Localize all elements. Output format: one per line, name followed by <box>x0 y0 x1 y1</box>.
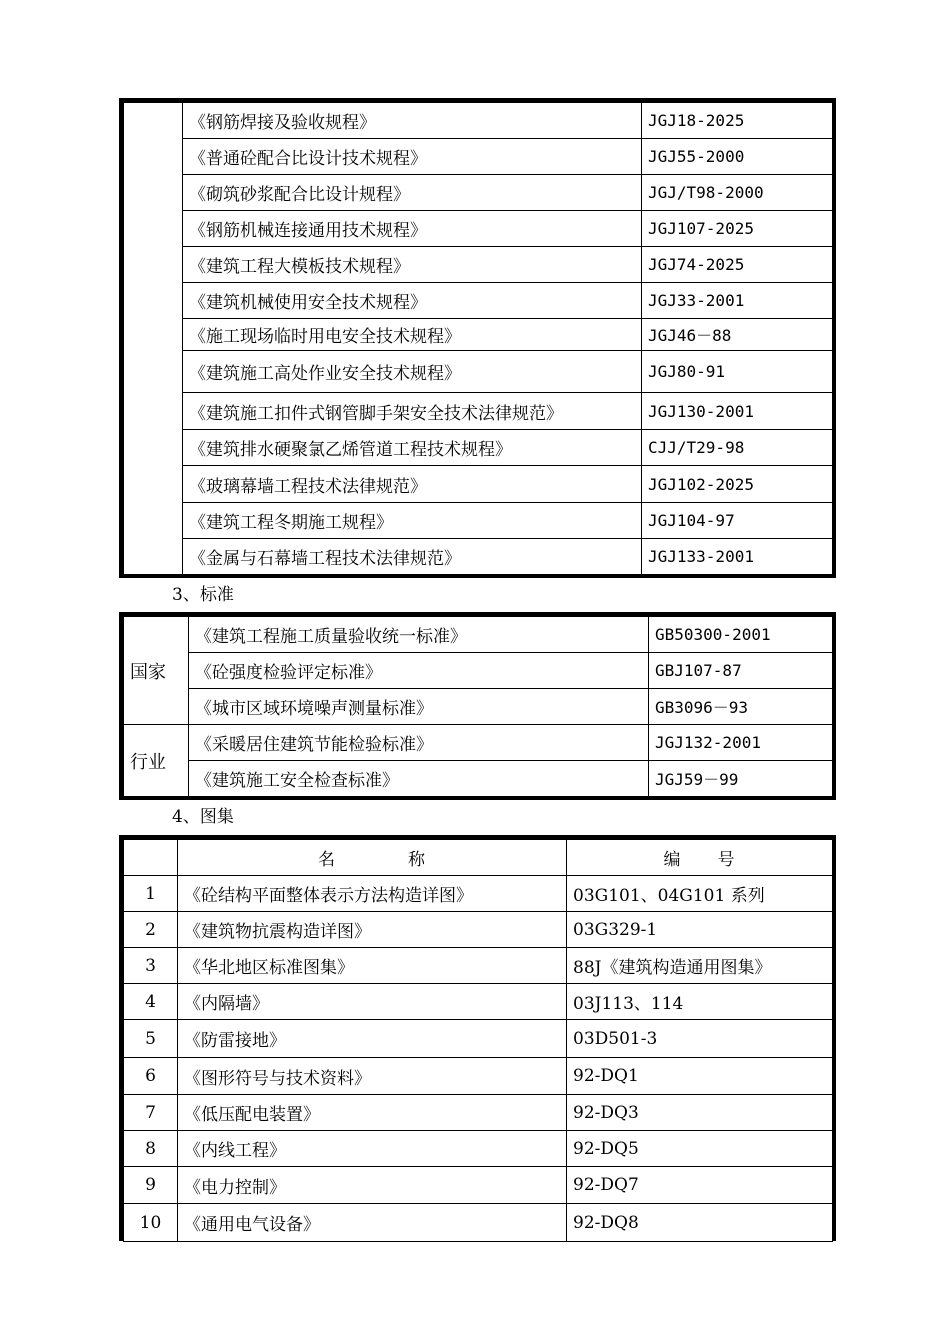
spec-code: CJJ/T29-98 <box>642 430 833 466</box>
atlas-name: 《砼结构平面整体表示方法构造详图》 <box>178 876 567 912</box>
spec-name: 《建筑工程大模板技术规程》 <box>183 247 642 283</box>
spec-name: 《金属与石幕墙工程技术法律规范》 <box>183 539 642 575</box>
standard-code: JGJ59－99 <box>649 761 833 797</box>
table-row <box>124 725 833 761</box>
spec-name: 《建筑施工扣件式钢管脚手架安全技术法律规范》 <box>183 393 642 430</box>
header-code: 编 号 <box>567 840 833 876</box>
spec-name: 《建筑施工高处作业安全技术规程》 <box>183 351 642 393</box>
atlas-code: 92-DQ5 <box>567 1131 833 1167</box>
spec-code: JGJ46－88 <box>642 319 833 351</box>
table-row <box>124 211 833 247</box>
table-row <box>124 539 833 575</box>
row-number: 3 <box>124 948 178 984</box>
table-row <box>124 653 833 689</box>
atlas-code: 92-DQ7 <box>567 1167 833 1204</box>
table-row <box>124 689 833 725</box>
header-name: 名 称 <box>178 840 567 876</box>
table-row <box>124 876 833 912</box>
table-row <box>124 761 833 797</box>
row-number: 10 <box>124 1204 178 1242</box>
atlas-code: 03J113、114 <box>567 984 833 1020</box>
table-row <box>124 1058 833 1095</box>
row-number: 2 <box>124 912 178 948</box>
spec-code: JGJ102-2025 <box>642 466 833 503</box>
atlas-code: 92-DQ3 <box>567 1095 833 1131</box>
atlas-code: 92-DQ1 <box>567 1058 833 1095</box>
table-row <box>124 503 833 539</box>
spec-code: JGJ80-91 <box>642 351 833 393</box>
table-row <box>124 103 833 139</box>
atlas-name: 《内线工程》 <box>178 1131 567 1167</box>
specifications-table-frame <box>119 98 836 578</box>
atlas-name: 《图形符号与技术资料》 <box>178 1058 567 1095</box>
table-row <box>124 351 833 393</box>
standard-name: 《砼强度检验评定标准》 <box>189 653 649 689</box>
table-row <box>124 984 833 1020</box>
row-number: 7 <box>124 1095 178 1131</box>
table-row <box>124 393 833 430</box>
atlas-name: 《内隔墙》 <box>178 984 567 1020</box>
atlas-name: 《华北地区标准图集》 <box>178 948 567 984</box>
spec-name: 《建筑机械使用安全技术规程》 <box>183 283 642 319</box>
national-label: 国家 <box>124 617 189 725</box>
standard-name: 《建筑施工安全检查标准》 <box>189 761 649 797</box>
standard-code: GB3096－93 <box>649 689 833 725</box>
row-number: 1 <box>124 876 178 912</box>
standard-code: GBJ107-87 <box>649 653 833 689</box>
atlas-name: 《防雷接地》 <box>178 1020 567 1058</box>
row-number: 9 <box>124 1167 178 1204</box>
row-number: 4 <box>124 984 178 1020</box>
standard-code: GB50300-2001 <box>649 617 833 653</box>
table-row <box>124 617 833 653</box>
spec-code: JGJ33-2001 <box>642 283 833 319</box>
spec-code: JGJ55-2000 <box>642 139 833 175</box>
spec-name: 《建筑排水硬聚氯乙烯管道工程技术规程》 <box>183 430 642 466</box>
spec-name: 《玻璃幕墙工程技术法律规范》 <box>183 466 642 503</box>
spec-code: JGJ/T98-2000 <box>642 175 833 211</box>
spec-name: 《建筑工程冬期施工规程》 <box>183 503 642 539</box>
table-row <box>124 948 833 984</box>
spec-code: JGJ74-2025 <box>642 247 833 283</box>
standards-heading: 3、标准 <box>172 585 234 605</box>
table-row <box>124 139 833 175</box>
row-number: 5 <box>124 1020 178 1058</box>
row-number: 6 <box>124 1058 178 1095</box>
standard-code: JGJ132-2001 <box>649 725 833 761</box>
table-row <box>124 1204 833 1242</box>
standard-name: 《采暖居住建筑节能检验标准》 <box>189 725 649 761</box>
spec-name: 《钢筋焊接及验收规程》 <box>183 103 642 139</box>
atlas-table <box>123 839 833 1242</box>
specifications-table <box>123 102 833 575</box>
atlas-name: 《通用电气设备》 <box>178 1204 567 1242</box>
category-cell <box>124 103 183 575</box>
table-header-row <box>124 840 833 876</box>
table-row <box>124 319 833 351</box>
spec-code: JGJ107-2025 <box>642 211 833 247</box>
atlas-name: 《低压配电装置》 <box>178 1095 567 1131</box>
row-number: 8 <box>124 1131 178 1167</box>
table-row <box>124 430 833 466</box>
standards-table-frame <box>119 612 836 800</box>
atlas-code: 03D501-3 <box>567 1020 833 1058</box>
industry-label: 行业 <box>124 725 189 797</box>
table-row <box>124 466 833 503</box>
spec-code: JGJ130-2001 <box>642 393 833 430</box>
atlas-table-frame <box>119 835 836 1241</box>
table-row <box>124 1131 833 1167</box>
spec-name: 《施工现场临时用电安全技术规程》 <box>183 319 642 351</box>
spec-name: 《砌筑砂浆配合比设计规程》 <box>183 175 642 211</box>
spec-code: JGJ18-2025 <box>642 103 833 139</box>
spec-name: 《普通砼配合比设计技术规程》 <box>183 139 642 175</box>
standard-name: 《城市区域环境噪声测量标准》 <box>189 689 649 725</box>
spec-name: 《钢筋机械连接通用技术规程》 <box>183 211 642 247</box>
spec-code: JGJ104-97 <box>642 503 833 539</box>
standard-name: 《建筑工程施工质量验收统一标准》 <box>189 617 649 653</box>
atlas-code: 92-DQ8 <box>567 1204 833 1242</box>
table-row <box>124 1095 833 1131</box>
table-row <box>124 1020 833 1058</box>
table-row <box>124 283 833 319</box>
atlas-code: 03G101、04G101 系列 <box>567 876 833 912</box>
spec-code: JGJ133-2001 <box>642 539 833 575</box>
atlas-code: 88J《建筑构造通用图集》 <box>567 948 833 984</box>
atlas-name: 《电力控制》 <box>178 1167 567 1204</box>
header-no-cell <box>124 840 178 876</box>
atlas-code: 03G329-1 <box>567 912 833 948</box>
table-row <box>124 912 833 948</box>
table-row <box>124 1167 833 1204</box>
atlas-heading: 4、图集 <box>172 807 234 827</box>
atlas-name: 《建筑物抗震构造详图》 <box>178 912 567 948</box>
standards-table <box>123 616 833 797</box>
table-row <box>124 175 833 211</box>
table-row <box>124 247 833 283</box>
